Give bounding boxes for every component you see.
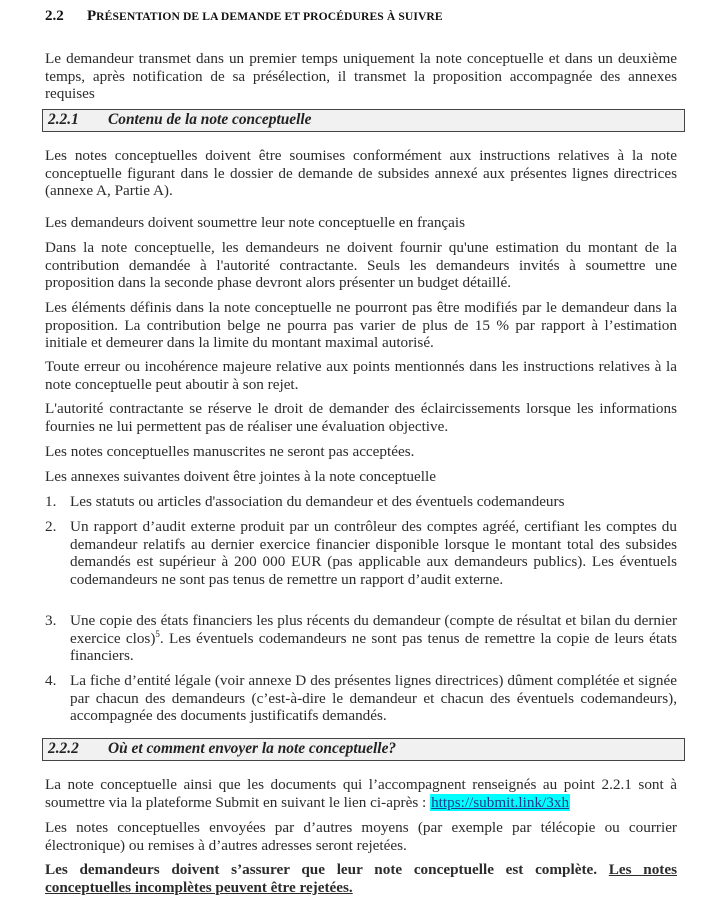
section-heading-2-2 (45, 8, 443, 26)
subsection-number: 2.2.2 (48, 740, 79, 757)
list-text: La fiche d’entité légale (voir annexe D des présentes lignes directrices) dûment complétée et signée par chacun des demandeurs (c’est-à-dire le demandeur et chacun des éventuels codemandeurs), accompagnée des documents justificatifs demandés. (70, 672, 677, 725)
list-text: Une copie des états financiers les plus récents du demandeur (compte de résultat et bilan du dernier exercice clos)$^5$. Les éventuels codemandeurs ne sont pas tenus de remettre la copie de leurs états financiers. (70, 612, 677, 665)
subsection-heading-2-2-2 (42, 738, 685, 761)
paragraph-annexes-intro: Les annexes suivantes doivent être jointes à la note conceptuelle (45, 468, 436, 485)
paragraph-estimate: Dans la note conceptuelle, les demandeurs ne doivent fournir qu'une estimation du montant de la contribution demandée à l'autorité contractante. Seuls les demandeurs invités à soumettre une proposition dans la seconde phase devront alors présenter un budget détaillé. (45, 239, 677, 292)
submit-link[interactable]: https://submit.link/3xh (431, 793, 570, 811)
paragraph-language: Les demandeurs doivent soumettre leur note conceptuelle en français (45, 214, 466, 231)
list-text: Un rapport d’audit externe produit par un contrôleur des comptes agréé, certifiant les comptes du demandeur relatifs au dernier exercice financier disponible lorsque le montant total des subsides demandés est supérieur à 200 000 EUR (pas applicable aux demandeurs publics). Les éventuels codemandeurs ne sont pas tenus de remettre un rapport d’audit externe. (70, 518, 677, 588)
footnote-marker: 5 (155, 628, 160, 639)
paragraph-other-means: Les notes conceptuelles envoyées par d’autres moyens (par exemple par télécopie ou courrier électronique) ou remises à d’autres adresses seront rejetées. (45, 819, 677, 854)
paragraph-submit-platform: La note conceptuelle ainsi que les documents qui l’accompagnent renseignés au point 2.2.1 sont à soumettre via la plateforme Submit en suivant le lien ci-après : https://submit.link/3xh (45, 776, 677, 811)
list-number: 3. (45, 612, 57, 629)
subsection-heading-2-2-1 (42, 109, 685, 132)
list-text: Les statuts ou articles d'association du demandeur et des éventuels codemandeurs (70, 493, 565, 510)
paragraph-handwritten: Les notes conceptuelles manuscrites ne seront pas acceptées. (45, 443, 415, 460)
section-title-initial: P (87, 8, 97, 24)
underlined-warning: Les notes conceptuelles incomplètes peuvent être rejetées. (45, 861, 677, 896)
section-title-rest: RÉSENTATION DE LA DEMANDE ET PROCÉDURES À SUIVRE (96, 10, 443, 23)
subsection-title: Contenu de la note conceptuelle (108, 111, 312, 128)
paragraph-completeness-warning: Les demandeurs doivent s’assurer que leur note conceptuelle est complète. Les notes conceptuelles incomplètes peuvent être rejetées. (45, 861, 677, 896)
paragraph-submission-rules: Les notes conceptuelles doivent être soumises conformément aux instructions relatives à la note conceptuelle figurant dans le dossier de demande de subsides annexé aux présentes lignes directrices (annexe A, Partie A). (45, 147, 677, 200)
paragraph-no-modification: Les éléments définis dans la note conceptuelle ne pourront pas être modifiés par le demandeur dans la proposition. La contribution belge ne pourra pas varier de plus de 15 % par rapport à l’estimation initiale et demeurer dans la limite du montant maximal autorisé. (45, 299, 677, 352)
section-number: 2.2 (45, 8, 64, 24)
intro-paragraph: Le demandeur transmet dans un premier temps uniquement la note conceptuelle et dans un deuxième temps, après notification de sa présélection, il transmet la proposition accompagnée des annexes requises (45, 50, 677, 103)
list-number: 4. (45, 672, 57, 689)
list-number: 1. (45, 493, 57, 510)
paragraph-clarifications: L'autorité contractante se réserve le droit de demander des éclaircissements lorsque les informations fournies ne lui permettent pas de réaliser une évaluation objective. (45, 400, 677, 435)
paragraph-errors: Toute erreur ou incohérence majeure relative aux points mentionnés dans les instructions relatives à la note conceptuelle peut aboutir à son rejet. (45, 358, 677, 393)
subsection-title: Où et comment envoyer la note conceptuelle? (108, 740, 397, 757)
list-number: 2. (45, 518, 57, 535)
subsection-number: 2.2.1 (48, 111, 79, 128)
